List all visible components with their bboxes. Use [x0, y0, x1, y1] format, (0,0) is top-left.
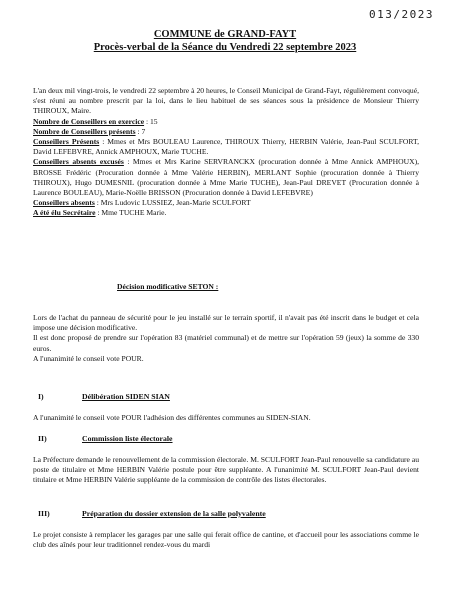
section-2-text: La Préfecture demande le renouvellement de la commission électorale. M. SCULFORT Jean-Paul renouvelle sa candidature au poste de titulaire et Mme HERBIN Valérie postule pour être suppléante. A l'unanimité M. SCULFORT Jean-Paul devient titulaire et Mme HERBIN Valérie suppléante de la commission de contrôle des listes électorales. — [33, 455, 419, 485]
excuses-line — [33, 157, 419, 198]
presents-count-value: : 7 — [135, 126, 146, 136]
intro-block — [33, 86, 419, 219]
secretaire-line — [33, 208, 419, 218]
decision-paragraph-2: Il est donc proposé de prendre sur l'opération 83 (matériel communal) et de mettre sur l'opération 59 (jeux) la somme de 330 euros. — [33, 333, 419, 353]
exercice-value: : 15 — [144, 116, 158, 126]
section-2-title: Commission liste électorale — [82, 434, 173, 443]
presents-line — [33, 137, 419, 157]
decision-paragraph-3: A l'unanimité le conseil vote POUR. — [33, 353, 144, 363]
absents-label: Conseillers absents — [33, 198, 95, 208]
section-3-title: Préparation du dossier extension de la salle polyvalente — [82, 509, 266, 518]
decision-title: Décision modificative SETON : — [117, 282, 219, 291]
section-1-text: A l'unanimité le conseil vote POUR l'adhésion des différentes communes au SIDEN-SIAN. — [33, 413, 311, 422]
excuses-label: Conseillers absents excusés — [33, 157, 124, 167]
presents-value: : Mmes et Mrs BOULEAU Laurence, THIROUX Thierry, HERBIN Valérie, Jean-Paul SCULFORT, David LEFEBVRE, Annick AMPHOUX, Marie TUCHE. — [33, 137, 419, 157]
decision-title-row — [117, 282, 417, 292]
intro-paragraph: L'an deux mil vingt-trois, le vendredi 22 septembre à 20 heures, le Conseil Municipal de Grand-Fayt, régulièrement convoqué, s'est réuni au nombre prescrit par la loi, dans le lieu habituel de ses séances sous la présidence de Monsieur Thierry THIROUX, Maire. — [33, 86, 419, 116]
exercice-line — [33, 117, 419, 127]
decision-paragraph-1: Lors de l'achat du panneau de sécurité pour le jeu installé sur le terrain sportif, il n'avait pas été inscrit dans le budget et cela impose une décision modificative. — [33, 313, 419, 333]
document-title: COMMUNE de GRAND-FAYT — [153, 29, 297, 40]
exercice-label: Nombre de Conseillers en exercice — [33, 116, 145, 126]
decision-block — [33, 313, 419, 364]
section-2-body — [33, 455, 419, 486]
document-header — [0, 28, 450, 54]
section-2-number: II) — [38, 434, 47, 443]
secretaire-value: : Mme TUCHE Marie. — [95, 208, 167, 218]
absents-line — [33, 198, 419, 208]
section-3-body — [33, 530, 419, 550]
document-subtitle: Procès-verbal de la Séance du Vendredi 22 septembre 2023 — [93, 42, 357, 53]
presents-count-label: Nombre de Conseillers présents — [33, 126, 136, 136]
presents-count-line — [33, 127, 419, 137]
section-1-body — [33, 413, 419, 423]
presents-label: Conseillers Présents — [33, 137, 100, 147]
secretaire-label: A été élu Secrétaire — [33, 208, 96, 218]
section-3-text: Le projet consiste à remplacer les garages par une salle qui ferait office de cantine, et d'accueil pour les associations comme le club des aînés pour leur traditionnel rendez-vous du mardi — [33, 530, 419, 550]
section-1-title: Délibération SIDEN SIAN — [82, 392, 170, 401]
reference-number: 013/2023 — [369, 8, 434, 21]
section-3-number: III) — [38, 509, 50, 518]
excuses-value: : Mmes et Mrs Karine SERVRANCKX (procuration donnée à Mme Annick AMPHOUX), BROSSE Frédéric (Procuration donnée à Mme Valérie HERBIN), MERLANT Sophie (procuration donnée à Thierry THIROUX), Hugo DUMESNIL (procuration donnée à Mme Marie TUCHE), Jean-Paul DREVET (Procuration donnée à Laurence BOULEAU), Marie-Noëlle BRISSON (Procuration donnée à David LEFEBVRE) — [33, 157, 419, 198]
section-1-number: I) — [38, 392, 44, 401]
absents-value: : Mrs Ludovic LUSSIEZ, Jean-Marie SCULFORT — [94, 198, 251, 208]
